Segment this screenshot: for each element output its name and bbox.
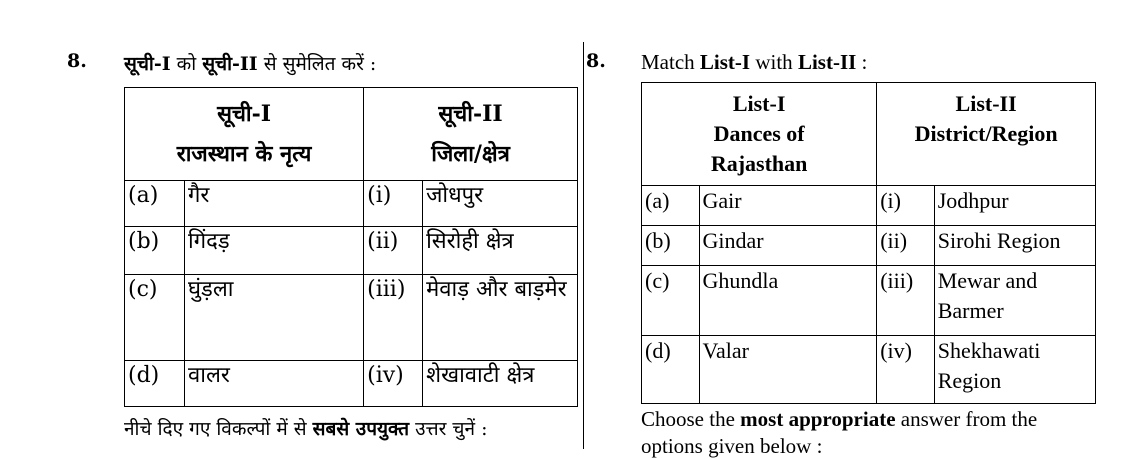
row-label: (a) [125, 181, 185, 227]
table-row [642, 186, 1096, 226]
prompt-list1-hindi: सूची-I [124, 53, 171, 75]
list2-subtitle-english: District/Region [914, 121, 1058, 146]
question-number-english: 8. [586, 50, 606, 72]
row-numeral: (iii) [364, 275, 423, 361]
question-prompt-english [641, 50, 867, 75]
instruction-text-1-hindi: नीचे दिए गए विकल्पों में से [124, 418, 313, 440]
region-name: सिरोही क्षेत्र [423, 227, 578, 275]
row-numeral: (iv) [364, 361, 423, 407]
column-divider [583, 42, 584, 449]
match-table-english [641, 82, 1096, 404]
row-label: (d) [642, 336, 700, 404]
row-numeral: (iv) [877, 336, 935, 404]
dance-name: Ghundla [699, 266, 877, 336]
dance-name: Valar [699, 336, 877, 404]
prompt-list2-english: List-II [797, 50, 857, 74]
dance-name: Gair [699, 186, 877, 226]
prompt-text-3-english: : [856, 50, 868, 74]
table-row [125, 361, 578, 407]
dance-name: वालर [185, 361, 364, 407]
dance-name: गिंदड़ [185, 227, 364, 275]
row-numeral: (iii) [877, 266, 935, 336]
table-row [642, 266, 1096, 336]
prompt-text-1-hindi: को [170, 53, 203, 75]
table-row [125, 227, 578, 275]
match-table-hindi [124, 87, 578, 407]
row-label: (c) [125, 275, 185, 361]
prompt-text-2-hindi: से सुमेलित करें : [257, 53, 377, 75]
region-name: Sirohi Region [934, 226, 1095, 266]
instruction-emphasis-english: most appropriate [740, 407, 896, 431]
table-row [125, 181, 578, 227]
list2-header-english [877, 83, 1096, 186]
list2-subtitle-hindi: जिला/क्षेत्र [431, 141, 510, 167]
list2-title-hindi: सूची-II [438, 101, 503, 127]
instruction-text-2-hindi: उत्तर चुनें : [409, 418, 488, 440]
table-row [125, 275, 578, 361]
table-header-row [642, 83, 1096, 186]
instruction-text-2-english: answer from the [895, 407, 1038, 431]
table-header-row [125, 88, 578, 181]
row-numeral: (i) [877, 186, 935, 226]
prompt-list2-hindi: सूची-II [202, 53, 258, 75]
list1-title-english: List-I [732, 91, 786, 116]
dance-name: Gindar [699, 226, 877, 266]
region-name: जोधपुर [423, 181, 578, 227]
row-label: (b) [125, 227, 185, 275]
prompt-text-1-english: Match [641, 50, 700, 74]
row-label: (d) [125, 361, 185, 407]
instruction-english [641, 407, 1037, 432]
instruction-emphasis-hindi: सबसे उपयुक्त [312, 418, 410, 440]
question-number-hindi: 8. [67, 50, 87, 72]
list1-subtitle-2-english: Rajasthan [710, 151, 808, 176]
row-numeral: (ii) [364, 227, 423, 275]
row-label: (c) [642, 266, 700, 336]
question-prompt-hindi [124, 50, 376, 76]
region-name: Shekhawati Region [934, 336, 1095, 404]
list1-header-hindi [125, 88, 364, 181]
region-name: Mewar and Barmer [934, 266, 1095, 336]
row-label: (a) [642, 186, 700, 226]
list1-subtitle-1-english: Dances of [713, 121, 805, 146]
row-numeral: (i) [364, 181, 423, 227]
prompt-list1-english: List-I [699, 50, 751, 74]
region-name: शेखावाटी क्षेत्र [423, 361, 578, 407]
list1-title-hindi: सूची-I [217, 101, 272, 127]
table-row [642, 336, 1096, 404]
instruction-line2-english: options given below : [641, 434, 823, 458]
row-numeral: (ii) [877, 226, 935, 266]
list2-title-english: List-II [955, 91, 1017, 116]
region-name: मेवाड़ और बाड़मेर [423, 275, 578, 361]
list1-header-english [642, 83, 877, 186]
dance-name: घुंड़ला [185, 275, 364, 361]
region-name: Jodhpur [934, 186, 1095, 226]
list2-header-hindi [364, 88, 578, 181]
row-label: (b) [642, 226, 700, 266]
dance-name: गैर [185, 181, 364, 227]
list1-subtitle-hindi: राजस्थान के नृत्य [176, 141, 312, 167]
prompt-text-2-english: with [750, 50, 798, 74]
instruction-text-1-english: Choose the [641, 407, 741, 431]
instruction-hindi [124, 415, 487, 441]
table-row [642, 226, 1096, 266]
